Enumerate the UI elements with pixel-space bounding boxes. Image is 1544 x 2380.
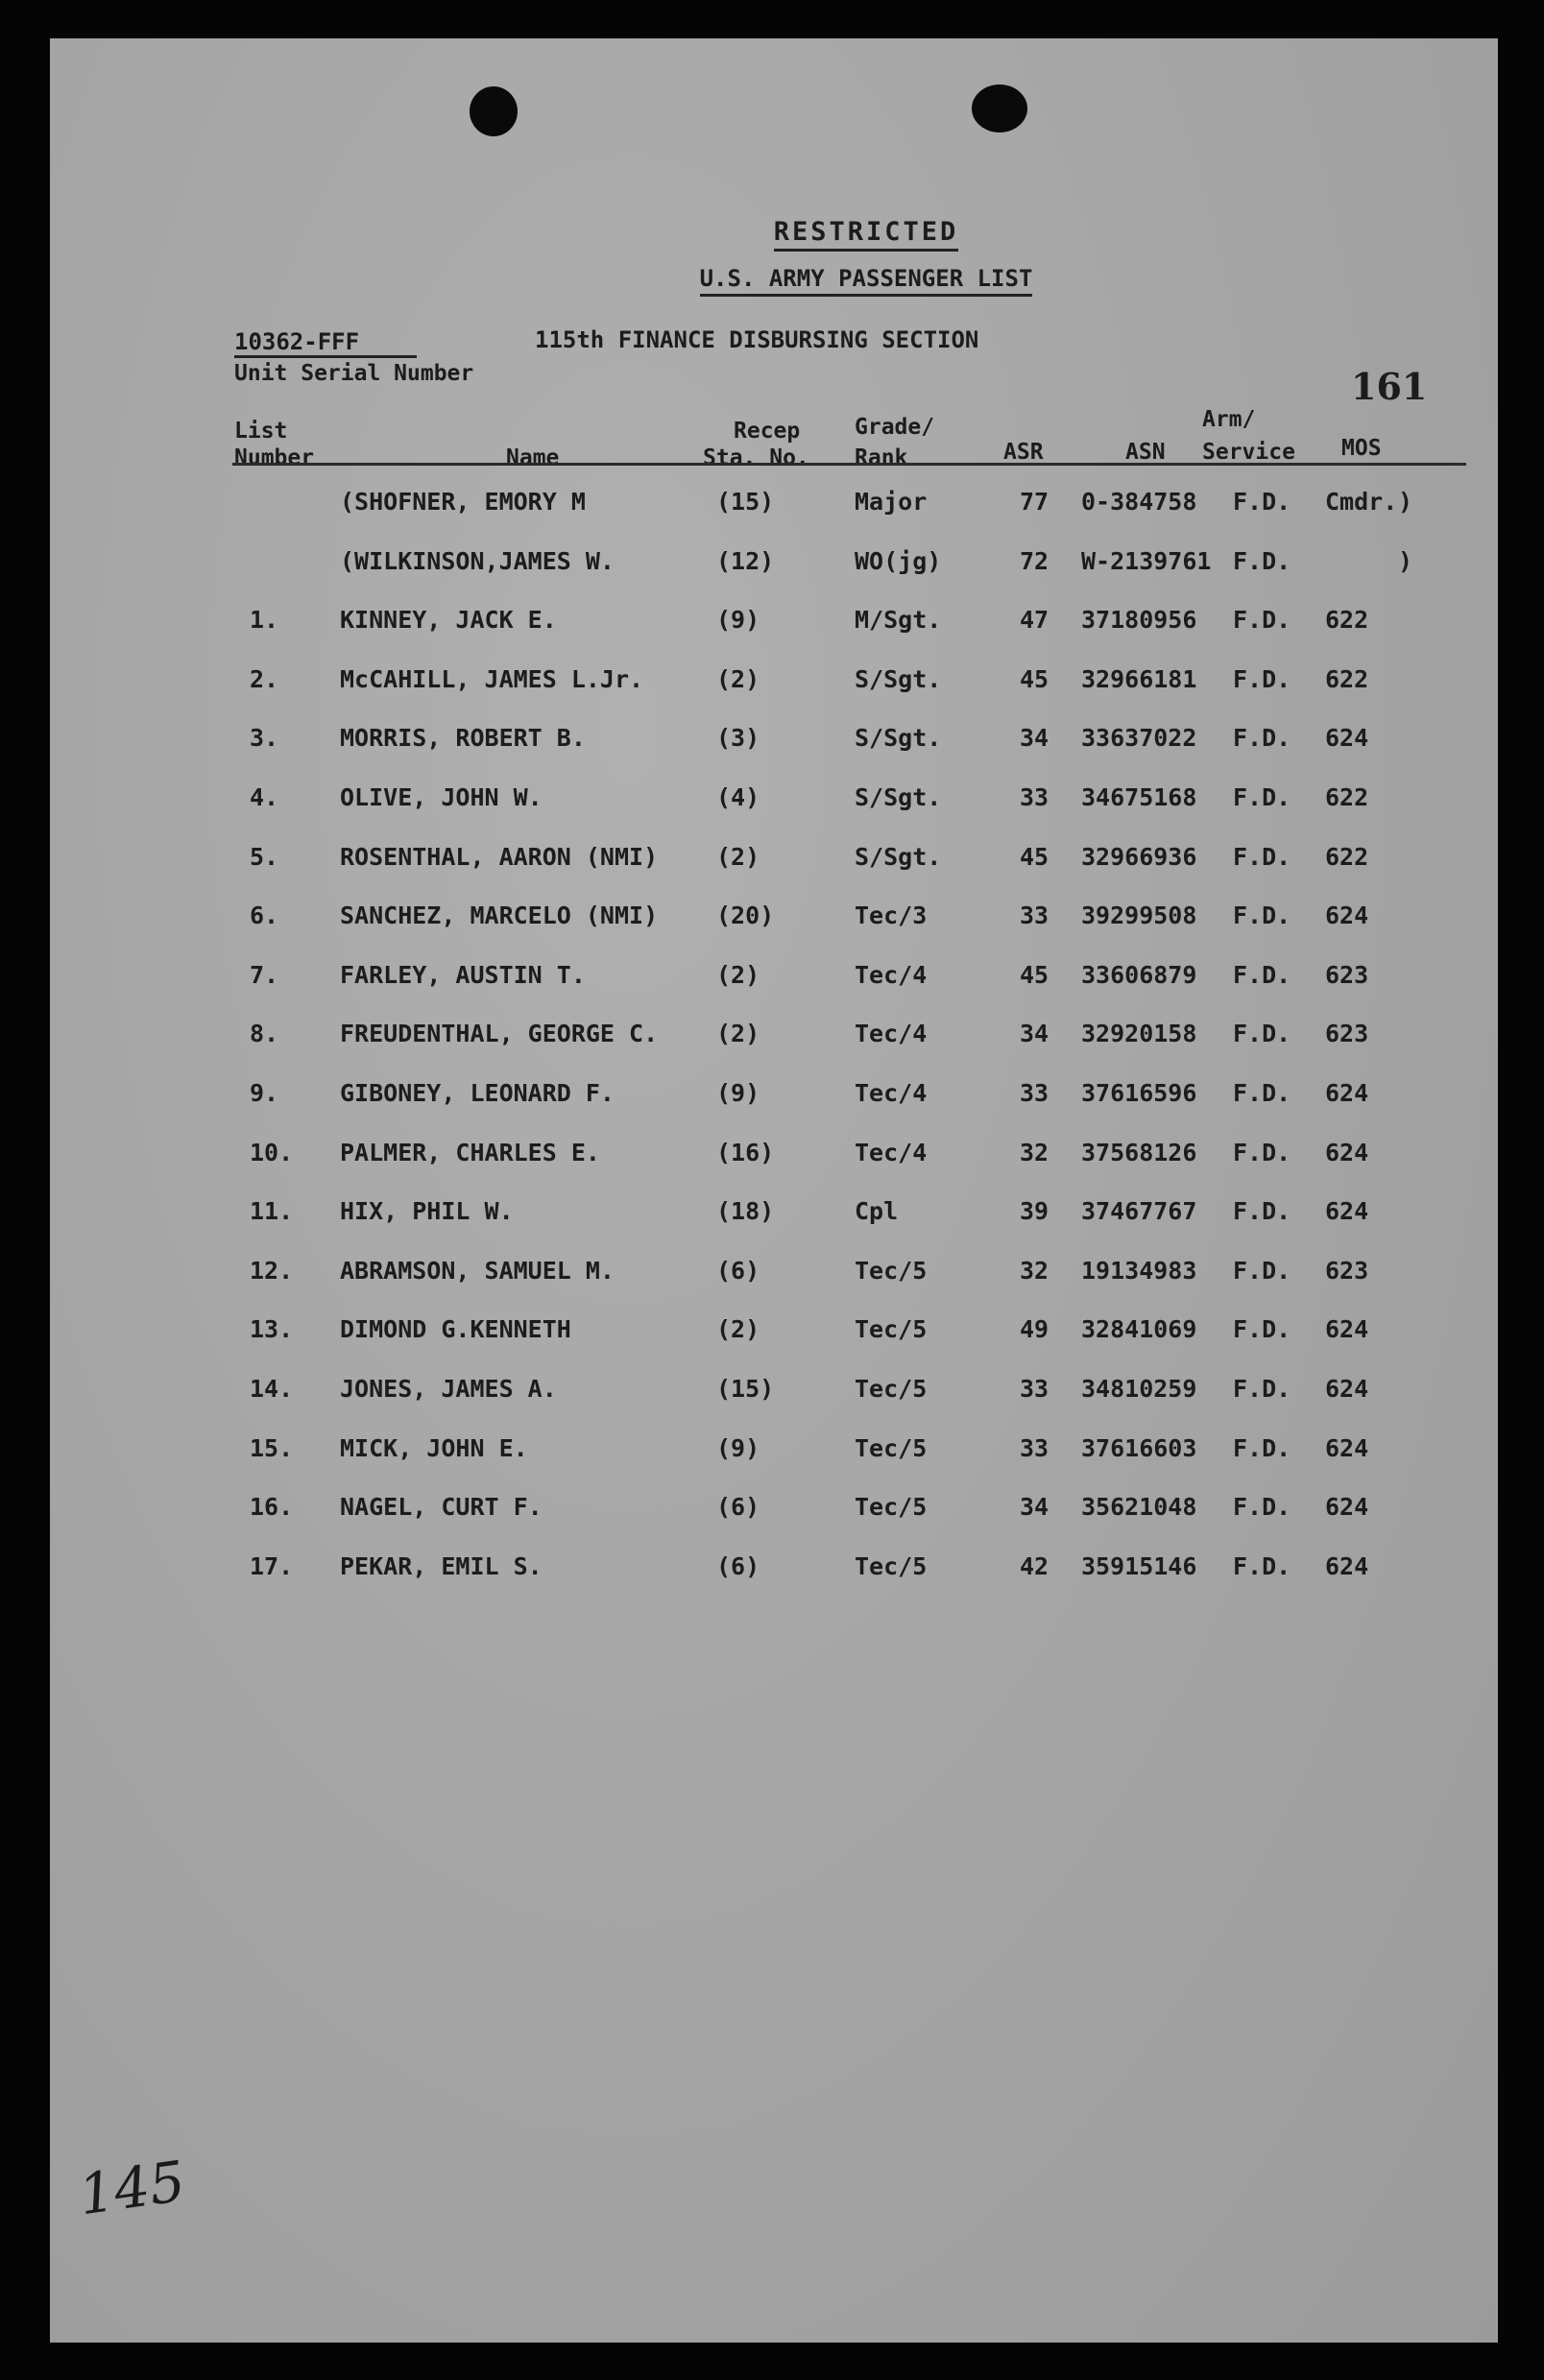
restricted-heading: RESTRICTED	[242, 217, 1490, 247]
cell-name: FREUDENTHAL, GEORGE C.	[340, 1020, 659, 1048]
cell-sta: (3)	[716, 724, 760, 753]
cell-asr: 45	[1020, 664, 1049, 693]
table-row	[50, 1552, 1498, 1591]
cell-sta: (16)	[716, 1138, 775, 1166]
cell-asn: 0-384758	[1081, 488, 1197, 516]
cell-asn: W-2139761	[1081, 546, 1212, 575]
cell-mos: 623	[1325, 1020, 1369, 1048]
table-row	[50, 843, 1498, 881]
cell-asr: 45	[1020, 842, 1049, 871]
cell-asr: 72	[1020, 546, 1049, 575]
cell-sta: (18)	[716, 1197, 775, 1226]
cell-sta: (15)	[716, 1375, 775, 1403]
punch-hole-left	[470, 86, 518, 136]
cell-num: 17.	[250, 1551, 294, 1580]
punch-hole-right	[972, 84, 1027, 132]
cell-asn: 35621048	[1081, 1493, 1197, 1522]
cell-arm: F.D.	[1233, 1551, 1291, 1580]
cell-rank: Tec/5	[855, 1256, 928, 1285]
cell-mos: 624	[1325, 724, 1369, 753]
cell-name: FARLEY, AUSTIN T.	[340, 960, 586, 989]
cell-mos: 624	[1325, 1138, 1369, 1166]
cell-rank: S/Sgt.	[855, 842, 942, 871]
cell-mos: 624	[1325, 1079, 1369, 1107]
passenger-list-title: U.S. ARMY PASSENGER LIST	[242, 265, 1490, 292]
cell-asn: 32841069	[1081, 1315, 1197, 1344]
cell-asn: 37616596	[1081, 1079, 1197, 1107]
cell-name: OLIVE, JOHN W.	[340, 783, 543, 811]
cell-sta: (12)	[716, 546, 775, 575]
cell-mos: 623	[1325, 960, 1369, 989]
cell-asr: 77	[1020, 488, 1049, 516]
table-row	[50, 488, 1498, 526]
cell-sta: (2)	[716, 1315, 760, 1344]
header-recep: Recep	[734, 419, 801, 444]
cell-rank: M/Sgt.	[855, 606, 942, 635]
cell-asr: 34	[1020, 1493, 1049, 1522]
cell-asn: 34810259	[1081, 1375, 1197, 1403]
header-sta-no: Sta. No.	[703, 445, 809, 470]
table-row	[50, 1434, 1498, 1473]
cell-num: 9.	[250, 1079, 279, 1107]
header-number: Number	[234, 445, 315, 470]
cell-rank: Tec/5	[855, 1433, 928, 1462]
unit-name: 115th FINANCE DISBURSING SECTION	[535, 326, 979, 353]
cell-mos: Cmdr.	[1325, 488, 1398, 516]
cell-arm: F.D.	[1233, 546, 1291, 575]
cell-num: 8.	[250, 1020, 279, 1048]
table-row	[50, 1079, 1498, 1118]
cell-name: ABRAMSON, SAMUEL M.	[340, 1256, 615, 1285]
header-arm: Arm/	[1202, 407, 1256, 432]
cell-name: (SHOFNER, EMORY M	[340, 488, 586, 516]
cell-sta: (2)	[716, 960, 760, 989]
table-row	[50, 1139, 1498, 1177]
cell-rank: S/Sgt.	[855, 664, 942, 693]
cell-arm: F.D.	[1233, 1493, 1291, 1522]
cell-mos: 624	[1325, 1493, 1369, 1522]
cell-arm: F.D.	[1233, 1197, 1291, 1226]
table-row	[50, 1315, 1498, 1354]
table-row	[50, 1197, 1498, 1236]
header-mos: MOS	[1341, 436, 1382, 461]
cell-mos: 624	[1325, 902, 1369, 930]
cell-name: ROSENTHAL, AARON (NMI)	[340, 842, 659, 871]
table-row	[50, 547, 1498, 586]
cell-asr: 33	[1020, 1375, 1049, 1403]
cell-arm: F.D.	[1233, 842, 1291, 871]
cell-arm: F.D.	[1233, 664, 1291, 693]
header-service: Service	[1202, 440, 1295, 465]
cell-mos: 623	[1325, 1256, 1369, 1285]
cell-arm: F.D.	[1233, 606, 1291, 635]
cell-name: JONES, JAMES A.	[340, 1375, 557, 1403]
page-number: 161	[1351, 365, 1428, 408]
cell-rank: WO(jg)	[855, 546, 942, 575]
cell-name: MICK, JOHN E.	[340, 1433, 528, 1462]
cell-sta: (2)	[716, 842, 760, 871]
cell-name: MORRIS, ROBERT B.	[340, 724, 586, 753]
cell-asr: 33	[1020, 783, 1049, 811]
cell-rank: Major	[855, 488, 928, 516]
cell-sta: (20)	[716, 902, 775, 930]
cell-rank: Tec/4	[855, 1079, 928, 1107]
handwritten-page-note: 145	[74, 2148, 189, 2228]
cell-mos: 622	[1325, 664, 1369, 693]
table-row	[50, 724, 1498, 762]
cell-name: GIBONEY, LEONARD F.	[340, 1079, 615, 1107]
cell-mos: 624	[1325, 1551, 1369, 1580]
cell-num: 5.	[250, 842, 279, 871]
cell-asr: 47	[1020, 606, 1049, 635]
unit-serial-number: 10362-FFF	[234, 328, 417, 358]
header-asr: ASR	[1003, 440, 1044, 465]
header-name: Name	[506, 445, 560, 470]
cell-name: PEKAR, EMIL S.	[340, 1551, 543, 1580]
cell-num: 6.	[250, 902, 279, 930]
cell-sta: (9)	[716, 606, 760, 635]
cell-rank: Tec/3	[855, 902, 928, 930]
cell-name: KINNEY, JACK E.	[340, 606, 557, 635]
cell-asr: 45	[1020, 960, 1049, 989]
cell-sta: (6)	[716, 1256, 760, 1285]
cell-arm: F.D.	[1233, 724, 1291, 753]
cell-asn: 37616603	[1081, 1433, 1197, 1462]
cell-rank: Tec/4	[855, 1138, 928, 1166]
cell-sta: (2)	[716, 1020, 760, 1048]
cell-arm: F.D.	[1233, 1138, 1291, 1166]
cell-rank: Tec/5	[855, 1493, 928, 1522]
cell-asn: 39299508	[1081, 902, 1197, 930]
table-row	[50, 783, 1498, 822]
cell-sta: (2)	[716, 664, 760, 693]
cell-num: 11.	[250, 1197, 294, 1226]
cell-asn: 37180956	[1081, 606, 1197, 635]
cell-note: )	[1398, 546, 1413, 575]
cell-name: NAGEL, CURT F.	[340, 1493, 543, 1522]
cell-arm: F.D.	[1233, 488, 1291, 516]
cell-arm: F.D.	[1233, 1433, 1291, 1462]
cell-note: )	[1398, 488, 1413, 516]
cell-name: DIMOND G.KENNETH	[340, 1315, 571, 1344]
cell-name: PALMER, CHARLES E.	[340, 1138, 600, 1166]
header-rank: Rank	[855, 445, 908, 470]
cell-sta: (6)	[716, 1493, 760, 1522]
table-row	[50, 902, 1498, 940]
cell-arm: F.D.	[1233, 783, 1291, 811]
cell-asr: 32	[1020, 1138, 1049, 1166]
cell-asr: 34	[1020, 1020, 1049, 1048]
cell-name: SANCHEZ, MARCELO (NMI)	[340, 902, 659, 930]
cell-rank: Tec/5	[855, 1551, 928, 1580]
cell-mos: 624	[1325, 1433, 1369, 1462]
cell-arm: F.D.	[1233, 1079, 1291, 1107]
cell-asn: 33606879	[1081, 960, 1197, 989]
cell-num: 1.	[250, 606, 279, 635]
cell-rank: Tec/4	[855, 960, 928, 989]
cell-asr: 32	[1020, 1256, 1049, 1285]
table-row	[50, 1375, 1498, 1413]
cell-num: 15.	[250, 1433, 294, 1462]
cell-rank: Tec/5	[855, 1375, 928, 1403]
cell-sta: (4)	[716, 783, 760, 811]
cell-asn: 19134983	[1081, 1256, 1197, 1285]
cell-num: 12.	[250, 1256, 294, 1285]
cell-name: HIX, PHIL W.	[340, 1197, 514, 1226]
cell-arm: F.D.	[1233, 1375, 1291, 1403]
table-row	[50, 606, 1498, 644]
cell-mos: 622	[1325, 842, 1369, 871]
cell-asn: 32920158	[1081, 1020, 1197, 1048]
cell-arm: F.D.	[1233, 902, 1291, 930]
cell-mos: 622	[1325, 783, 1369, 811]
cell-sta: (9)	[716, 1079, 760, 1107]
cell-mos: 622	[1325, 606, 1369, 635]
cell-num: 14.	[250, 1375, 294, 1403]
unit-serial-label: Unit Serial Number	[234, 361, 474, 386]
cell-arm: F.D.	[1233, 1020, 1291, 1048]
cell-asr: 33	[1020, 1079, 1049, 1107]
cell-mos: 624	[1325, 1197, 1369, 1226]
cell-rank: Tec/4	[855, 1020, 928, 1048]
cell-mos: 624	[1325, 1375, 1369, 1403]
cell-asr: 33	[1020, 902, 1049, 930]
cell-asn: 35915146	[1081, 1551, 1197, 1580]
cell-asn: 34675168	[1081, 783, 1197, 811]
table-row	[50, 1020, 1498, 1058]
cell-num: 16.	[250, 1493, 294, 1522]
cell-name: (WILKINSON,JAMES W.	[340, 546, 615, 575]
cell-num: 7.	[250, 960, 279, 989]
cell-arm: F.D.	[1233, 960, 1291, 989]
header-rule	[232, 463, 1466, 466]
cell-asn: 37467767	[1081, 1197, 1197, 1226]
cell-asr: 33	[1020, 1433, 1049, 1462]
cell-sta: (6)	[716, 1551, 760, 1580]
table-row	[50, 961, 1498, 999]
cell-asn: 32966936	[1081, 842, 1197, 871]
cell-rank: S/Sgt.	[855, 724, 942, 753]
header-asn: ASN	[1125, 440, 1166, 465]
cell-asr: 42	[1020, 1551, 1049, 1580]
cell-asr: 49	[1020, 1315, 1049, 1344]
document-page	[50, 38, 1498, 2343]
cell-num: 4.	[250, 783, 279, 811]
cell-asn: 37568126	[1081, 1138, 1197, 1166]
cell-arm: F.D.	[1233, 1315, 1291, 1344]
cell-mos: 624	[1325, 1315, 1369, 1344]
cell-asn: 32966181	[1081, 664, 1197, 693]
cell-num: 10.	[250, 1138, 294, 1166]
cell-asn: 33637022	[1081, 724, 1197, 753]
header-list: List	[234, 419, 288, 444]
cell-rank: S/Sgt.	[855, 783, 942, 811]
table-row	[50, 1493, 1498, 1531]
table-row	[50, 665, 1498, 704]
cell-rank: Tec/5	[855, 1315, 928, 1344]
cell-rank: Cpl	[855, 1197, 899, 1226]
cell-asr: 34	[1020, 724, 1049, 753]
cell-asr: 39	[1020, 1197, 1049, 1226]
header-grade: Grade/	[855, 415, 935, 440]
cell-name: McCAHILL, JAMES L.Jr.	[340, 664, 644, 693]
cell-sta: (15)	[716, 488, 775, 516]
cell-num: 3.	[250, 724, 279, 753]
cell-sta: (9)	[716, 1433, 760, 1462]
cell-arm: F.D.	[1233, 1256, 1291, 1285]
cell-num: 2.	[250, 664, 279, 693]
cell-num: 13.	[250, 1315, 294, 1344]
table-row	[50, 1257, 1498, 1295]
